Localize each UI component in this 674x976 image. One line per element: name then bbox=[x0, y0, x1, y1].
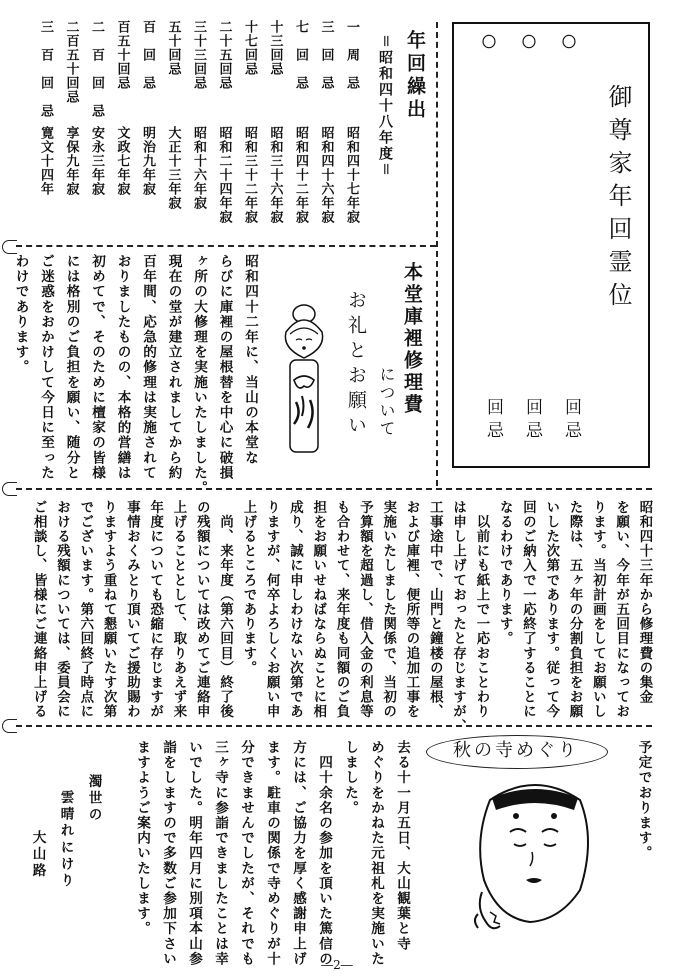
memorial-year: 昭和二十四年寂 bbox=[216, 126, 232, 224]
middle-body-line: 工事途中で、山門と鐘楼の屋根、 bbox=[427, 500, 444, 719]
memorial-year: 昭和四十七年寂 bbox=[344, 126, 359, 224]
repair-body-line: ご迷惑をおかけして今日に至った bbox=[38, 254, 54, 481]
memorial-kaiki-label: 二 百 回 忌 bbox=[89, 20, 104, 118]
middle-body-line: の残額については改めてご連絡申 bbox=[194, 500, 211, 719]
autumn-body-line: 詣をしますので多数ご参加下さい bbox=[160, 740, 176, 967]
memorial-title: 年回繰出 bbox=[404, 30, 426, 122]
memorial-kaiki-label: 三 百 回 忌 bbox=[38, 20, 53, 118]
autumn-body-line: 方には、ご協力を厚く感謝申上げ bbox=[290, 740, 306, 967]
middle-body-line: 実施いたしました関係で、当初の bbox=[380, 500, 397, 719]
divider-bottom bbox=[16, 725, 652, 727]
kokeshi-doll-illustration bbox=[272, 300, 336, 460]
divider-top-left bbox=[16, 245, 436, 247]
reikei-circles: 〇 〇 〇 bbox=[482, 35, 582, 51]
memorial-year: 昭和十六年寂 bbox=[191, 126, 206, 210]
autumn-body-line: 去る十一月五日、大山観葉と寺 bbox=[394, 740, 410, 952]
repair-body-line: 初めてで、そのために檀家の皆様 bbox=[89, 254, 105, 481]
middle-body-line: は申し上げておったと存じますが、 bbox=[450, 500, 467, 734]
repair-body-line: 百年間、応急的修理は実施されて bbox=[140, 254, 156, 481]
memorial-kaiki-label: 三十三回忌 bbox=[191, 20, 206, 90]
reikei-title: 御尊家年回霊位 bbox=[604, 84, 632, 315]
margin-tick-2 bbox=[2, 482, 17, 496]
otafuku-face-illustration bbox=[470, 780, 600, 940]
margin-tick-3 bbox=[2, 719, 17, 733]
autumn-body-line: 四十余名の参加を頂いた篤信の bbox=[316, 740, 332, 967]
repair-body-line: 昭和四十二年に、当山の本堂な bbox=[242, 254, 258, 466]
middle-body-line: いした次第であります。従って今 bbox=[543, 500, 560, 719]
middle-body-line: 尚、来年度（第六回目）終了後 bbox=[217, 500, 234, 719]
memorial-year: 享保九年寂 bbox=[63, 126, 79, 196]
autumn-body-line: 分できませんでしたが、それでも bbox=[238, 740, 254, 967]
memorial-subtitle: ＝昭和四十八年度＝ bbox=[377, 34, 393, 178]
middle-body-line: 昭和四十三年から修理費の集金 bbox=[637, 500, 653, 705]
repair-body-line: ヶ所の大修理を実施いたしました。 bbox=[191, 254, 207, 496]
memorial-year: 昭和四十二年寂 bbox=[293, 126, 308, 224]
middle-body-line: 予算額を超過し、借入金の利息等 bbox=[357, 500, 374, 719]
middle-body-line: 上げるところであります。 bbox=[240, 500, 257, 676]
memorial-kaiki-label: 百 回 忌 bbox=[140, 20, 155, 90]
middle-body-line: た際は、五ヶ年の分割負担をお願 bbox=[567, 500, 584, 719]
memorial-year: 大正十三年寂 bbox=[165, 126, 181, 210]
middle-body-line: 回のご納入で一応終了することに bbox=[520, 500, 537, 719]
middle-body-line: ります。当初計画をしてお願いし bbox=[590, 500, 607, 719]
autumn-body-line: めぐりをかねた元祖札を実施いた bbox=[368, 740, 384, 967]
divider-vertical bbox=[436, 22, 438, 486]
memorial-kaiki-label: 二十五回忌 bbox=[216, 20, 232, 90]
memorial-year: 明治九年寂 bbox=[140, 126, 155, 196]
reikei-kaiki-1: 回忌 bbox=[561, 398, 581, 444]
autumn-body-line: ます。駐車の関係で寺めぐりが十 bbox=[264, 740, 280, 967]
reikei-kaiki-2: 回忌 bbox=[522, 398, 542, 444]
repair-body-line: わけであります。 bbox=[12, 254, 29, 375]
memorial-kaiki-label: 五十回忌 bbox=[165, 20, 181, 76]
autumn-body-line: いでした。明年四月に別項本山参 bbox=[186, 740, 202, 967]
memorial-kaiki-label: 十七回忌 bbox=[242, 20, 257, 76]
margin-tick-1 bbox=[2, 240, 17, 254]
middle-body-line: おける残額については、委員会に bbox=[54, 500, 71, 719]
middle-body-line: 上げることとして、取りあえず来 bbox=[171, 500, 187, 719]
repair-title3: お礼とお願い bbox=[345, 290, 367, 440]
haiku-line-1: 濁世の bbox=[85, 774, 102, 824]
page-number: ―2― bbox=[321, 958, 353, 972]
middle-body-line: 担をお願いせねばならぬことに相 bbox=[310, 500, 327, 719]
memorial-year: 文政七年寂 bbox=[114, 126, 130, 196]
memorial-year: 安永三年寂 bbox=[89, 126, 104, 196]
middle-body-line: でございます。第六回終了時点に bbox=[77, 500, 94, 719]
middle-body-line: りますが、何卒よろしくお願い申 bbox=[264, 500, 281, 719]
middle-body-line: りますよう重ねて懇願いたす次第 bbox=[101, 500, 118, 719]
middle-body-line: および庫裡、便所等の追加工事を bbox=[404, 500, 420, 719]
middle-body-line: も合わせて、来年度も同額のご負 bbox=[334, 500, 351, 719]
memorial-year: 寛文十四年 bbox=[38, 126, 53, 196]
autumn-continuation: 予定でおります。 bbox=[635, 740, 652, 861]
repair-body-line: おりましたものの、本格的営繕は bbox=[114, 254, 131, 481]
autumn-title: 秋の寺めぐり bbox=[453, 740, 579, 761]
middle-body-line: を願い、今年が五回目になってお bbox=[613, 500, 630, 719]
memorial-year: 昭和三十六年寂 bbox=[267, 126, 283, 224]
repair-body-line: 現在の堂が建立されましてから約 bbox=[165, 254, 182, 481]
memorial-kaiki-label: 百五十回忌 bbox=[114, 20, 130, 90]
repair-title: 本堂庫裡修理費 bbox=[401, 262, 423, 416]
autumn-body-line: ますようご案内いたします。 bbox=[134, 740, 150, 937]
memorial-kaiki-label: 二百五十回忌 bbox=[63, 20, 79, 104]
memorial-kaiki-label: 一 周 忌 bbox=[344, 20, 359, 90]
autumn-body-line: しました。 bbox=[342, 740, 358, 816]
memorial-kaiki-label: 十三回忌 bbox=[267, 20, 283, 76]
autumn-body-line: 三ヶ寺に参詣できましたことは幸 bbox=[212, 740, 228, 967]
middle-body-line: 事情おくみとり頂いてご援助賜わ bbox=[124, 500, 141, 719]
middle-body-line: 以前にも紙上で一応おことわり bbox=[473, 500, 490, 719]
divider-middle bbox=[16, 488, 652, 490]
memorial-year: 昭和四十六年寂 bbox=[318, 126, 334, 224]
memorial-year: 昭和三十二年寂 bbox=[242, 126, 257, 224]
memorial-kaiki-label: 三 回 忌 bbox=[318, 20, 334, 90]
reikei-kaiki-3: 回忌 bbox=[483, 398, 503, 444]
repair-body-line: には格別のご負担を願い、随分と bbox=[63, 254, 80, 481]
middle-body-line: 成り、誠に申しわけない次第であ bbox=[287, 500, 304, 719]
haiku-line-3: 大山路 bbox=[29, 830, 46, 880]
memorial-kaiki-label: 七 回 忌 bbox=[293, 20, 308, 90]
haiku-line-2: 雲晴れにけり bbox=[57, 790, 74, 890]
middle-body-line: なるわけであります。 bbox=[497, 500, 514, 646]
middle-body-line: ご相談し、皆様にご連絡申上げる bbox=[31, 500, 48, 719]
repair-body-line: らびに庫裡の屋根替を中心に破損 bbox=[216, 254, 233, 481]
repair-title2: について bbox=[377, 366, 396, 438]
middle-body-line: 年度についても恐縮に存じますが bbox=[147, 500, 164, 719]
